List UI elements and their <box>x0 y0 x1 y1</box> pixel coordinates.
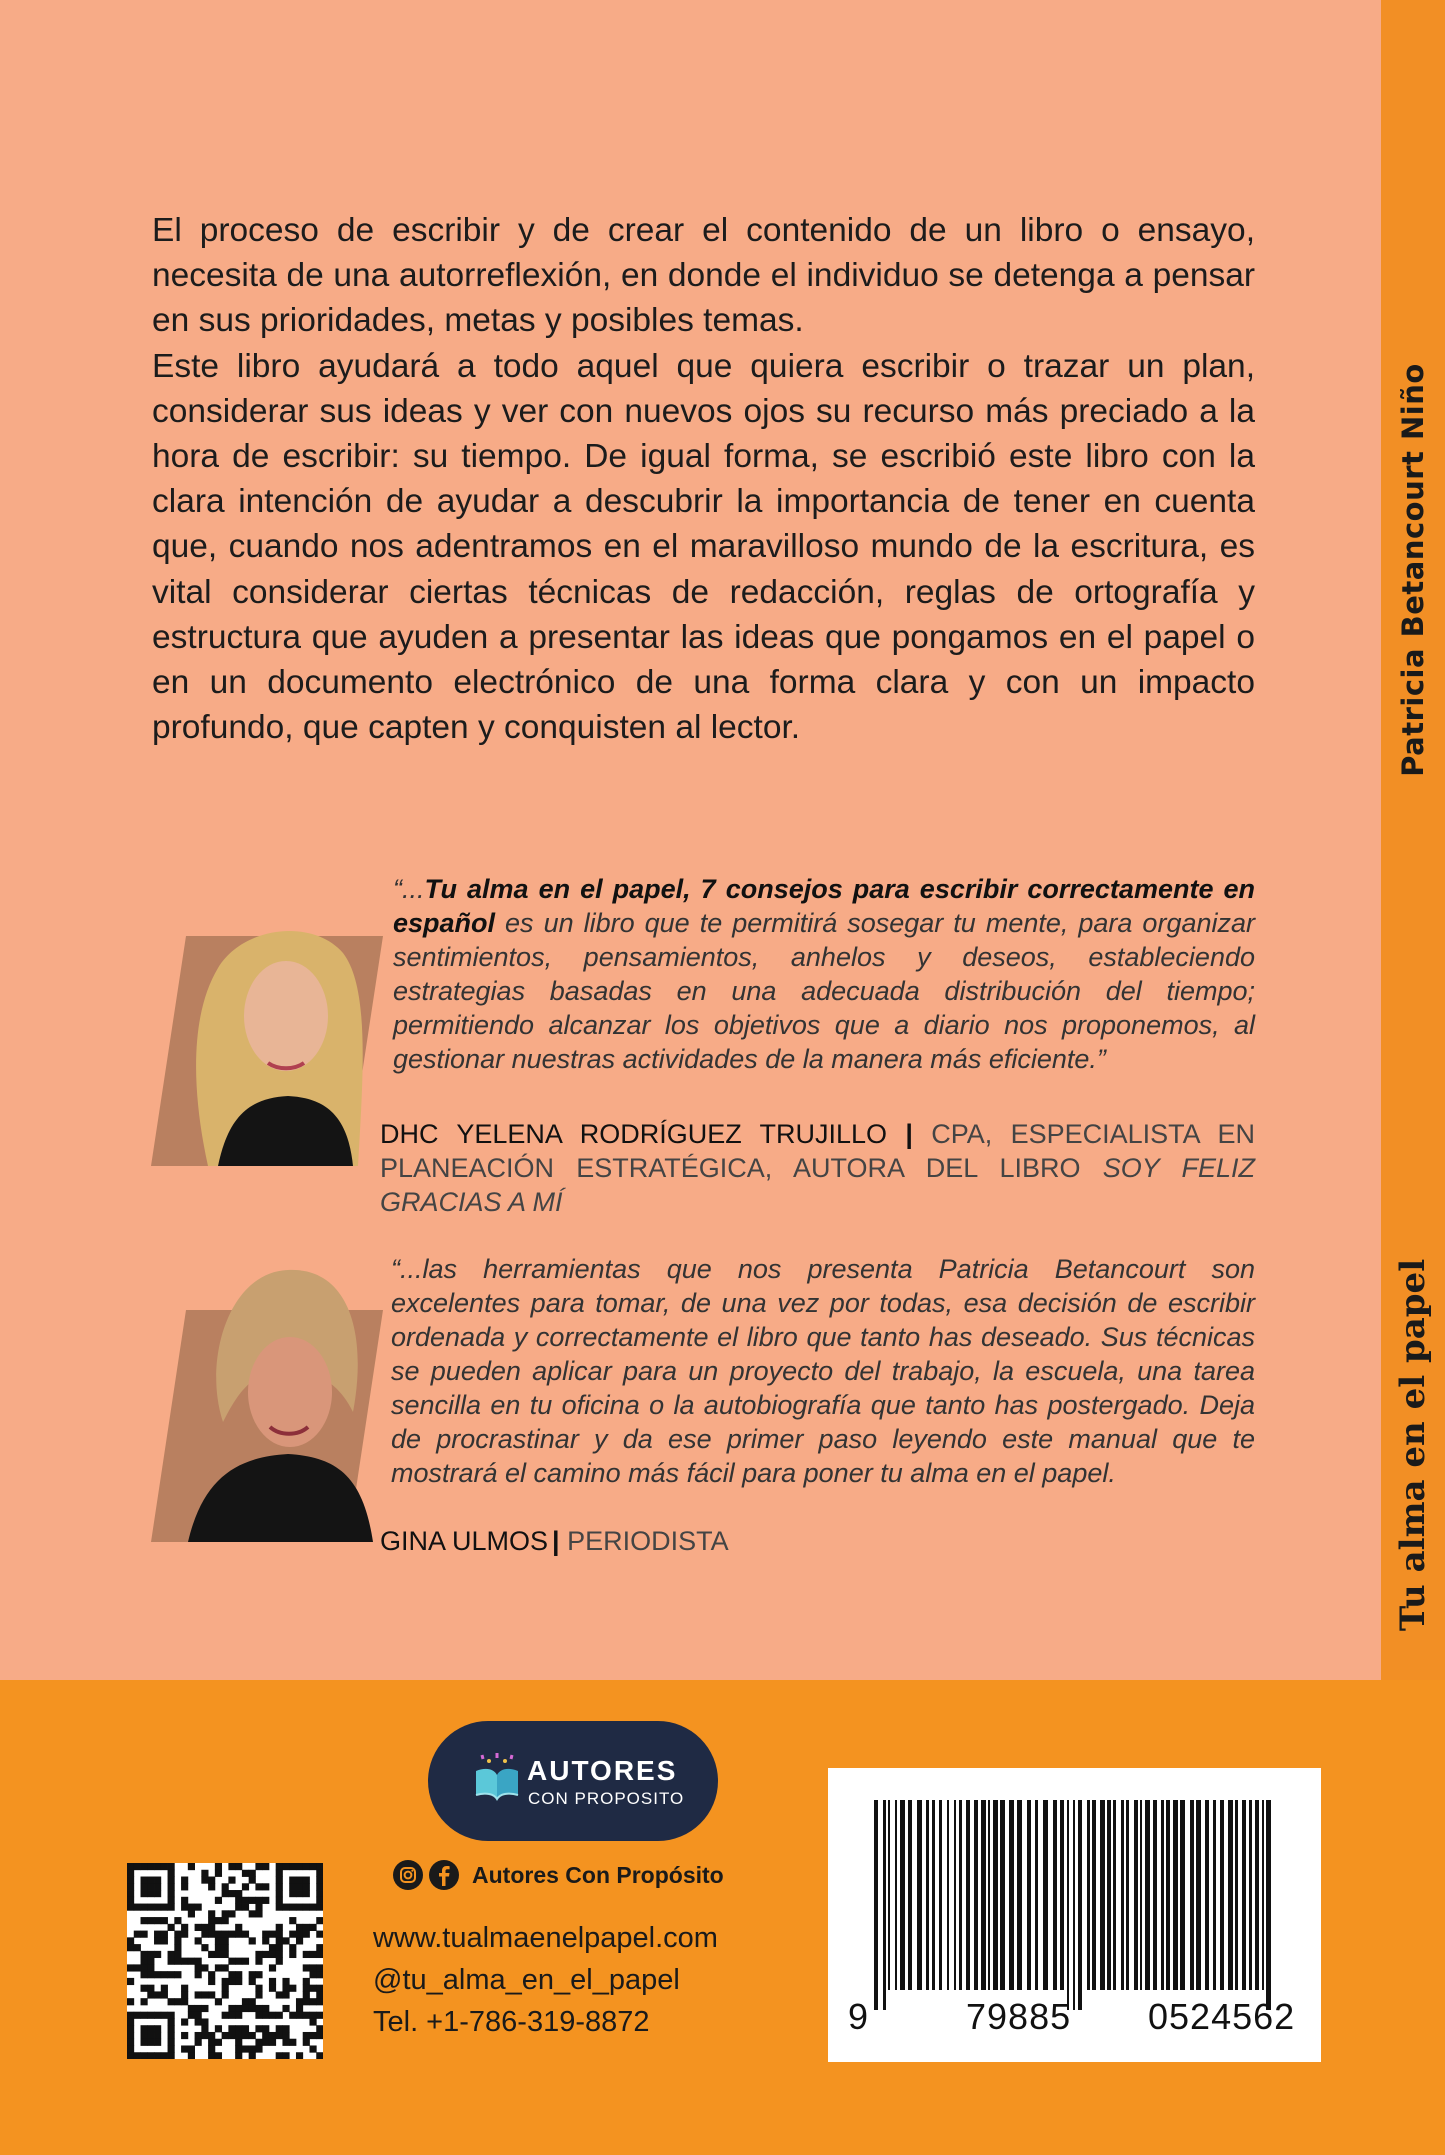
logo-title: AUTORES <box>527 1755 678 1786</box>
testimonial-2-photo <box>148 1262 388 1542</box>
logo-subtitle: CON PROPOSITO <box>528 1789 685 1808</box>
phone-number[interactable]: Tel. +1-786-319-8872 <box>373 2006 650 2038</box>
publisher-logo <box>428 1721 718 1841</box>
testimonial-2-quote: “...las herramientas que nos presenta Patricia Betancourt son excelentes para tomar, de una vez por todas, esa decisión de escribir ordenada y correctamente el libro que tanto has deseado. Sus técnicas se pueden aplicar para un proyecto del trabajo, la escuela, una tarea sencilla en tu oficina o la autobiografía que tanto has postergado. Deja de procrastinar y da ese primer paso leyendo este manual que te mostrará el camino más fácil para poner tu alma en el papel. <box>391 1254 1255 1488</box>
testimonial-2-attribution: GINA ULMOS | PERIODISTA <box>380 1526 729 1556</box>
website-link[interactable]: www.tualmaenelpapel.com <box>373 1922 718 1954</box>
quoted-book-title: Tu alma en el papel, 7 consejos para escribir correctamente en español <box>393 874 1255 938</box>
facebook-icon <box>428 1859 460 1891</box>
qr-code <box>127 1863 323 2064</box>
open-book-icon <box>472 1751 522 1803</box>
barcode <box>828 1768 1321 2062</box>
blurb-paragraph-2: Este libro ayudará a todo aquel que quiera escribir o trazar un plan, considerar sus ideas y ver con nuevos ojos su recurso más preciado a la hora de escribir: su tiempo. De igual forma, se escribió este libro con la clara intención de ayudar a descubrir la importancia de tener en cuenta que, cuando nos adentramos en el maravilloso mundo de la escritura, es vital considerar ciertas técnicas de redacción, reglas de ortografía y estructura que ayuden a presentar las ideas que pongamos en el papel o en un documento electrónico de una forma clara y con un impacto profundo, que capten y conquisten al lector. <box>152 347 1255 747</box>
spine-author: Patricia Betancourt Niño <box>1396 363 1430 777</box>
testimonial-2-author: GINA ULMOS <box>380 1526 549 1556</box>
testimonial-1-author: DHC YELENA RODRÍGUEZ TRUJILLO <box>380 1119 888 1149</box>
contact-info <box>373 1917 718 2043</box>
instagram-icon <box>392 1859 424 1891</box>
testimonial-1-book: SOY FELIZ GRACIAS A MÍ <box>380 1153 1255 1217</box>
instagram-handle[interactable]: @tu_alma_en_el_papel <box>373 1964 680 1996</box>
spine <box>1381 0 1445 1680</box>
spine-title: Tu alma en el papel <box>1393 1258 1433 1632</box>
barcode-digit-1: 9 <box>848 1996 869 2037</box>
testimonial-1-attribution: DHC YELENA RODRÍGUEZ TRUJILLO | CPA, ESPECIALISTA EN PLANEACIÓN ESTRATÉGICA, AUTORA DEL LIBRO SOY FELIZ GRACIAS A MÍ <box>380 1119 1256 1217</box>
social-handle: Autores Con Propósito <box>472 1861 724 1888</box>
barcode-digits-3: 0524562 <box>1148 1996 1296 2037</box>
testimonial-1-quote: “...Tu alma en el papel, 7 consejos para escribir correctamente en español es un libro que te permitirá sosegar tu mente, para organizar sentimientos, pensamientos, anhelos y deseos, estableciendo estrategias basadas en una adecuada distribución del tiempo; permitiendo alcanzar los objetivos que a diario nos proponemos, al gestionar nuestras actividades de la manera más eficiente.” <box>393 874 1255 1074</box>
blurb-paragraph-1: El proceso de escribir y de crear el contenido de un libro o ensayo, necesita de una autorreflexión, en donde el individuo se detenga a pensar en sus prioridades, metas y posibles temas. <box>152 212 1255 340</box>
back-cover-blurb <box>152 208 1255 750</box>
social-handles <box>392 1857 724 1893</box>
testimonial-1-photo <box>148 898 388 1166</box>
barcode-digits-2: 79885 <box>966 1996 1072 2037</box>
